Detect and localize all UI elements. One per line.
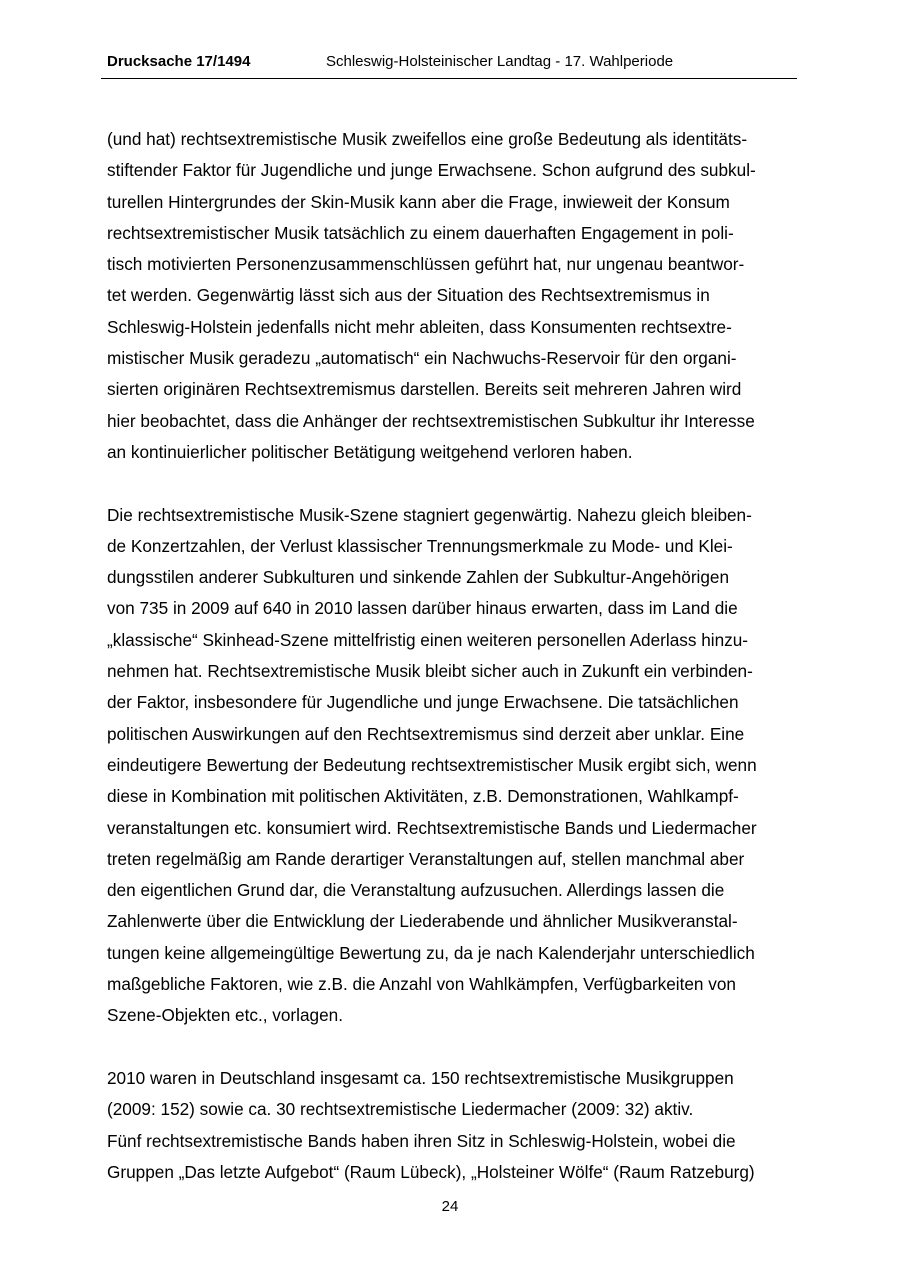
paragraph-gap: [107, 468, 807, 499]
text-line: tet werden. Gegenwärtig lässt sich aus der Situation des Rechtsextremismus in: [107, 285, 710, 306]
text-line: diese in Kombination mit politischen Aktivitäten, z.B. Demonstrationen, Wahlkampf-: [107, 786, 739, 807]
text-line: nehmen hat. Rechtsextremistische Musik bleibt sicher auch in Zukunft ein verbinden-: [107, 661, 753, 682]
text-line: „klassische“ Skinhead-Szene mittelfristig einen weiteren personellen Aderlass hinzu-: [107, 629, 749, 650]
paragraph-gap: [107, 1032, 807, 1063]
text-line: (und hat) rechtsextremistische Musik zweifellos eine große Bedeutung als identitäts-: [107, 129, 748, 149]
text-line: maßgebliche Faktoren, wie z.B. die Anzahl von Wahlkämpfen, Verfügbarkeiten von: [107, 974, 736, 995]
paragraph: [107, 124, 807, 468]
text-line: stiftender Faktor für Jugendliche und junge Erwachsene. Schon aufgrund des subkul-: [107, 160, 756, 181]
text-line: an kontinuierlicher politischer Betätigung weitgehend verloren haben.: [107, 441, 633, 462]
text-line: treten regelmäßig am Rande derartiger Veranstaltungen auf, stellen manchmal aber: [107, 848, 745, 869]
text-line: mistischer Musik geradezu „automatisch“ ein Nachwuchs-Reservoir für den organi-: [107, 348, 737, 369]
paragraph: [107, 1063, 807, 1188]
text-line: de Konzertzahlen, der Verlust klassischer Trennungsmerkmale zu Mode- und Klei-: [107, 535, 733, 556]
text-line: den eigentlichen Grund dar, die Veranstaltung aufzusuchen. Allerdings lassen die: [107, 880, 725, 901]
text-line: Schleswig-Holstein jedenfalls nicht mehr ableiten, dass Konsumenten rechtsextre-: [107, 316, 732, 337]
page-header: [101, 52, 797, 79]
page-number: 24: [441, 1198, 459, 1215]
text-line: Szene-Objekten etc., vorlagen.: [107, 1005, 343, 1026]
document-body: [107, 124, 807, 1188]
text-line: tungen keine allgemeingültige Bewertung zu, da je nach Kalenderjahr unterschiedlich: [107, 942, 755, 963]
text-line: Die rechtsextremistische Musik-Szene stagniert gegenwärtig. Nahezu gleich bleiben-: [107, 504, 752, 525]
text-line: veranstaltungen etc. konsumiert wird. Rechtsextremistische Bands und Liedermacher: [107, 817, 757, 838]
text-line: eindeutigere Bewertung der Bedeutung rechtsextremistischer Musik ergibt sich, wenn: [107, 754, 757, 775]
document-number: Drucksache 17/1494: [107, 53, 251, 70]
parliament-title: Schleswig-Holsteinischer Landtag - 17. Wahlperiode: [326, 53, 674, 70]
text-line: Zahlenwerte über die Entwicklung der Liederabende und ähnlicher Musikveranstal-: [107, 911, 738, 932]
text-line: dungsstilen anderer Subkulturen und sinkende Zahlen der Subkultur-Angehörigen: [107, 567, 730, 588]
text-line: Fünf rechtsextremistische Bands haben ihren Sitz in Schleswig-Holstein, wobei die: [107, 1130, 736, 1151]
text-line: 2010 waren in Deutschland insgesamt ca. 150 rechtsextremistische Musikgruppen: [107, 1067, 734, 1088]
text-line: hier beobachtet, dass die Anhänger der rechtsextremistischen Subkultur ihr Interesse: [107, 410, 755, 431]
text-line: von 735 in 2009 auf 640 in 2010 lassen darüber hinaus erwarten, dass im Land die: [107, 598, 738, 619]
text-line: politischen Auswirkungen auf den Rechtsextremismus sind derzeit aber unklar. Eine: [107, 723, 745, 744]
text-line: turellen Hintergrundes der Skin-Musik kann aber die Frage, inwieweit der Konsum: [107, 191, 730, 212]
text-line: sierten originären Rechtsextremismus darstellen. Bereits seit mehreren Jahren wird: [107, 379, 742, 400]
text-line: (2009: 152) sowie ca. 30 rechtsextremistische Liedermacher (2009: 32) aktiv.: [107, 1099, 694, 1120]
text-line: der Faktor, insbesondere für Jugendliche und junge Erwachsene. Die tatsächlichen: [107, 692, 739, 713]
text-line: rechtsextremistischer Musik tatsächlich zu einem dauerhaften Engagement in poli-: [107, 222, 734, 243]
text-line: tisch motivierten Personenzusammenschlüssen geführt hat, nur ungenau beantwor-: [107, 254, 745, 275]
paragraph: [107, 500, 807, 1032]
text-line: Gruppen „Das letzte Aufgebot“ (Raum Lübeck), „Holsteiner Wölfe“ (Raum Ratzeburg): [107, 1161, 755, 1182]
